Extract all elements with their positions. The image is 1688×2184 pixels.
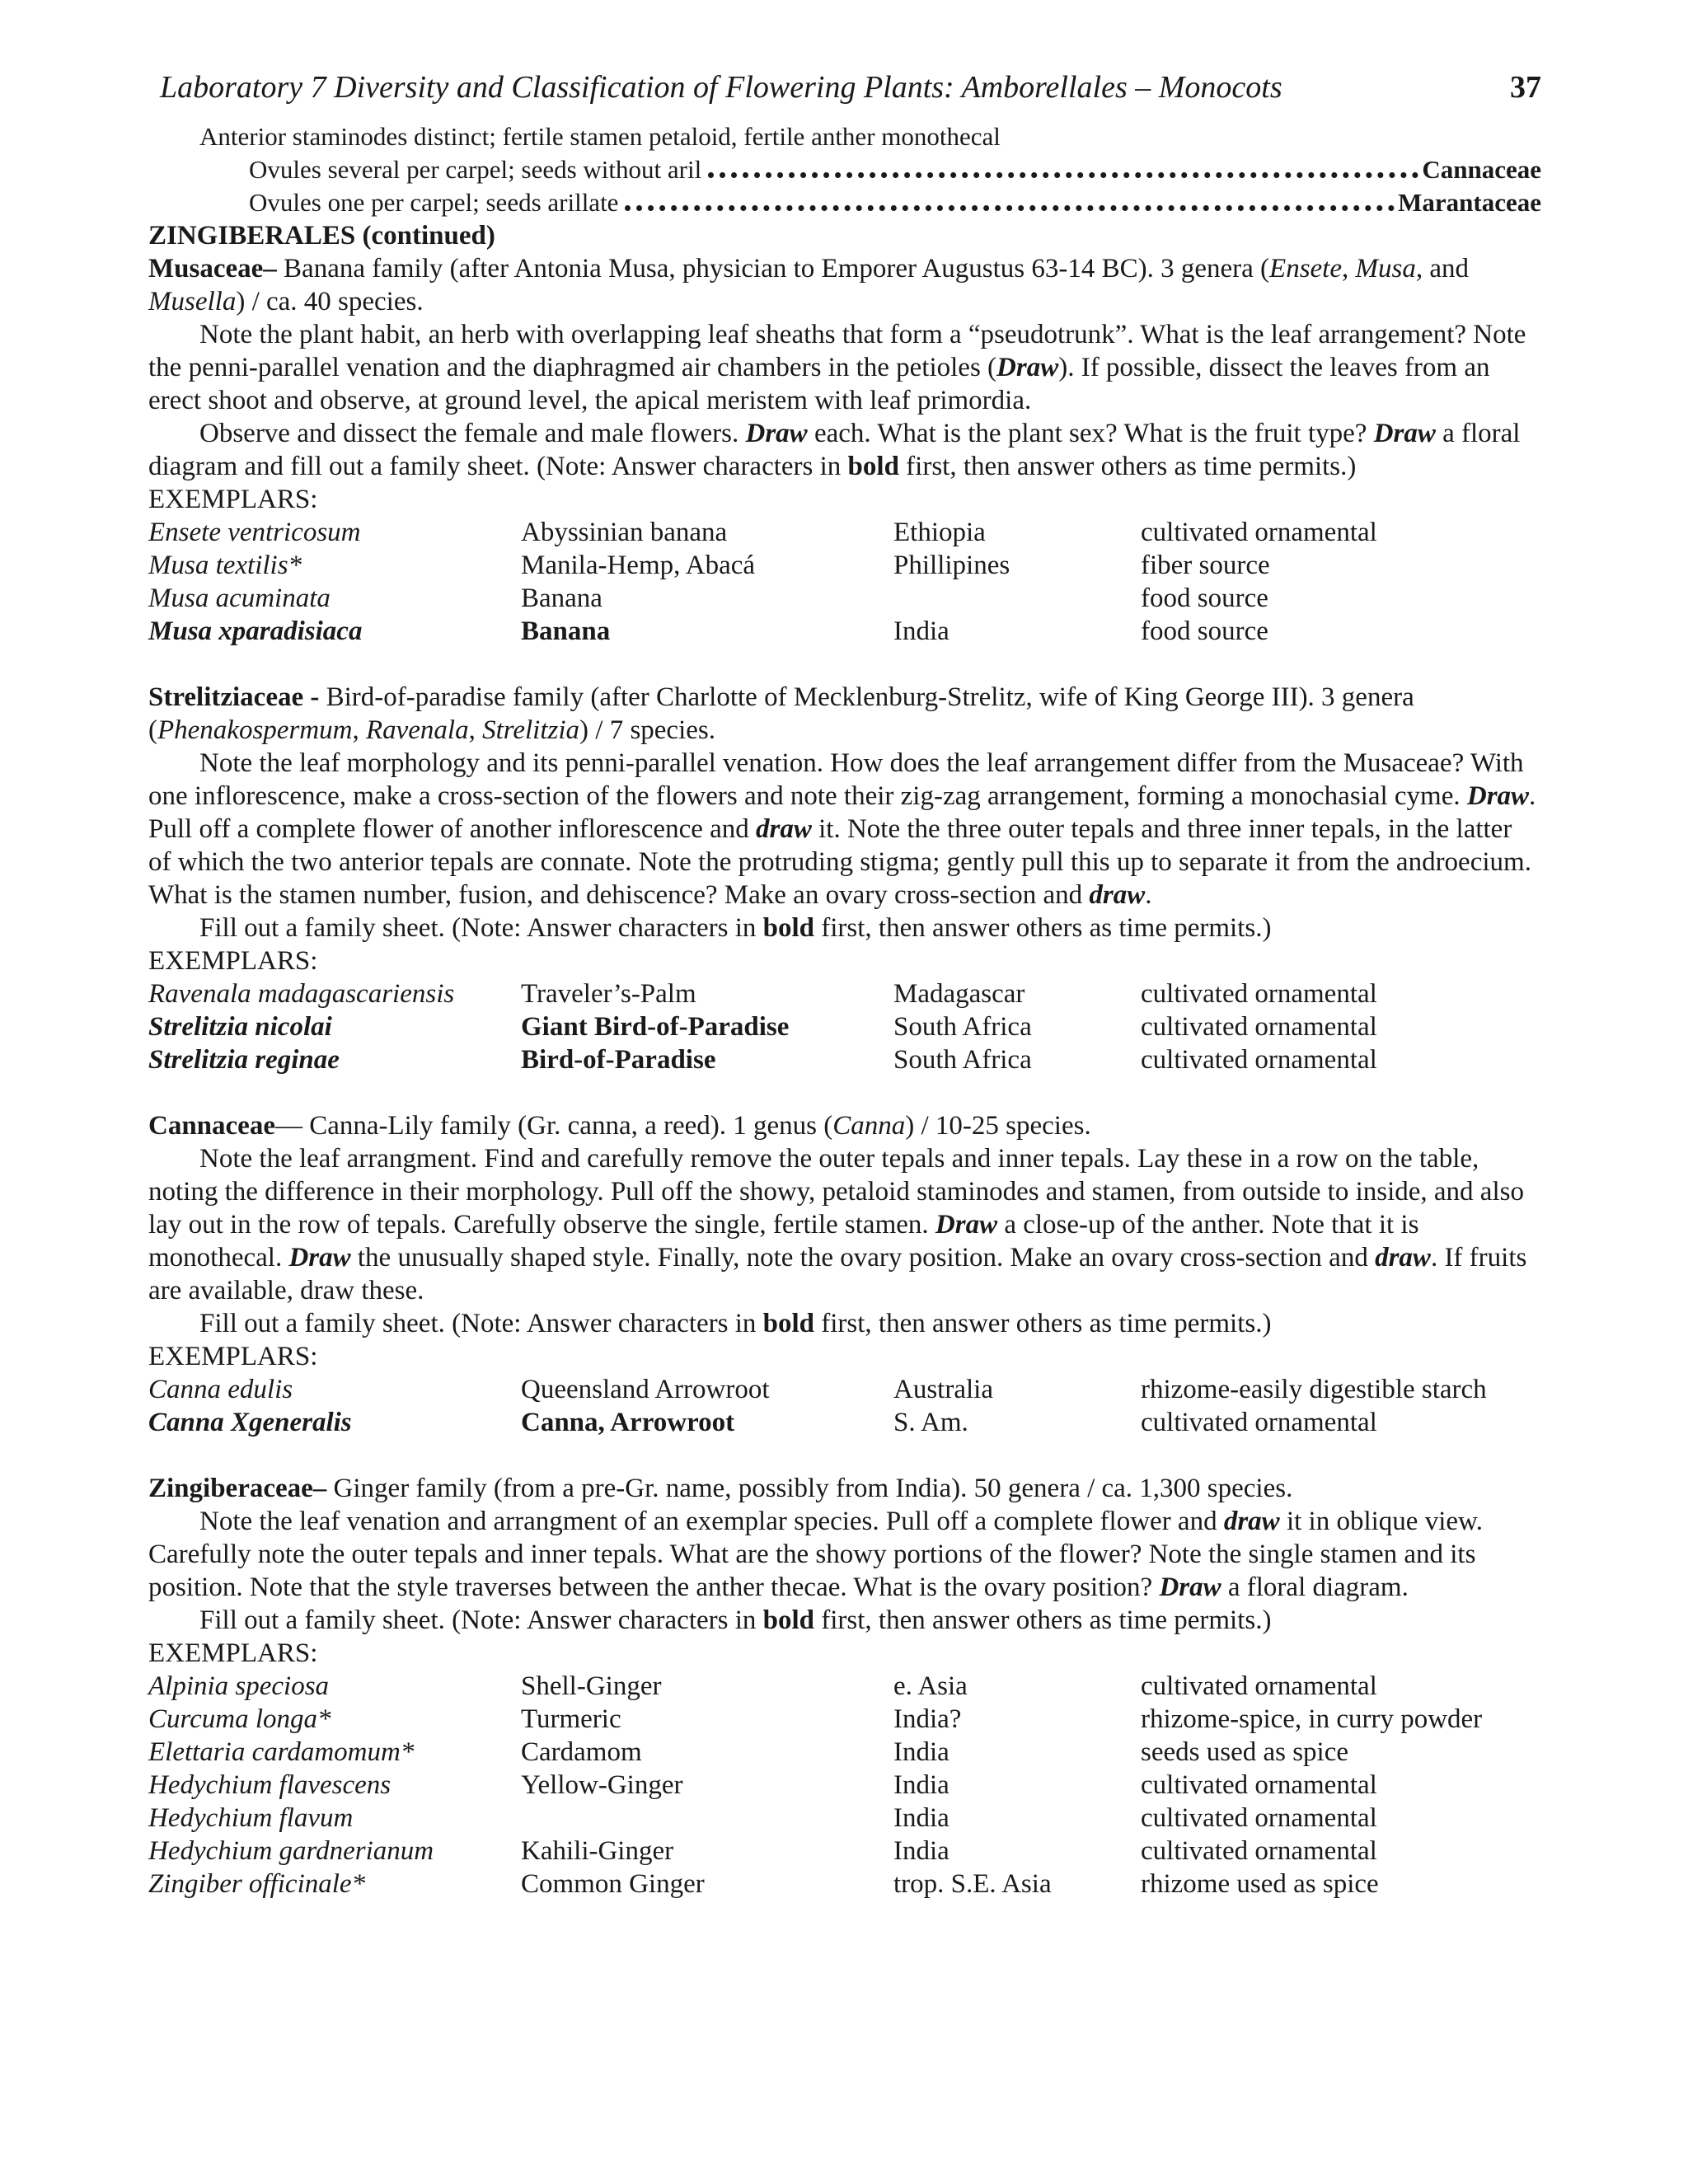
key-text: Anterior staminodes distinct; fertile stamen petaloid, fertile anther monothecal <box>199 122 1001 151</box>
text: a floral diagram. <box>1221 1572 1409 1602</box>
exemplars-label: EXEMPLARS: <box>148 1638 318 1668</box>
text: first, then answer others as time permits.) <box>814 1605 1272 1635</box>
exemplar-common-name: Common Ginger <box>521 1869 705 1899</box>
exemplar-origin: India? <box>893 1704 962 1734</box>
exemplar-common-name: Banana <box>521 583 603 613</box>
paragraph <box>148 747 1541 912</box>
exemplar-origin: India <box>893 1770 950 1800</box>
exemplar-origin: Madagascar <box>893 979 1025 1009</box>
identification-key <box>148 120 1541 219</box>
emphasis: Draw <box>935 1210 998 1240</box>
family-zingiberaceae <box>148 1472 1541 1900</box>
exemplar-use: cultivated ornamental <box>1141 1408 1377 1437</box>
exemplar-origin: India <box>893 616 950 646</box>
exemplars-label: EXEMPLARS: <box>148 946 318 976</box>
exemplar-common-name: Traveler’s-Palm <box>521 979 696 1009</box>
text: Fill out a family sheet. (Note: Answer characters in <box>199 1605 763 1635</box>
exemplar-use: rhizome used as spice <box>1141 1869 1379 1899</box>
exemplar-species-name: Canna edulis <box>148 1375 293 1404</box>
family-name: Zingiberaceae– <box>148 1474 327 1503</box>
exemplar-use: cultivated ornamental <box>1141 1012 1377 1042</box>
exemplars-table <box>148 1373 1541 1439</box>
exemplar-species-name: Ravenala madagascariensis <box>148 979 455 1009</box>
genus: Canna <box>832 1111 906 1141</box>
text: first, then answer others as time permits.) <box>898 452 1357 481</box>
exemplar-origin: trop. S.E. Asia <box>893 1869 1052 1899</box>
emphasis: Draw <box>1159 1572 1221 1602</box>
emphasis: Draw <box>288 1243 351 1272</box>
key-leader-dots <box>708 172 1418 178</box>
emphasis: Draw <box>1373 419 1436 448</box>
key-couplet-cannaceae <box>148 153 1541 186</box>
running-title: Laboratory 7 Diversity and Classification of Flowering Plants: Amborellales – Monocots <box>160 70 1282 105</box>
family-name: Strelitziaceae - <box>148 682 320 712</box>
text: Bird-of-paradise family (after Charlotte of Mecklenburg-Strelitz, wife of King George III). 3 genera ( <box>148 682 1414 745</box>
exemplar-common-name: Shell-Ginger <box>521 1671 662 1701</box>
text: ). If possible, dissect the leaves from an erect shoot and observe, at ground level, the apical meristem with leaf primordia. <box>148 353 1490 415</box>
exemplar-common-name: Banana <box>521 616 611 646</box>
emphasis: draw <box>756 814 812 844</box>
text: Fill out a family sheet. (Note: Answer characters in <box>199 913 763 943</box>
exemplar-species-name: Curcuma longa* <box>148 1704 331 1734</box>
exemplar-common-name: Abyssinian banana <box>521 518 728 547</box>
exemplars-label: EXEMPLARS: <box>148 485 318 514</box>
key-couplet-marantaceae <box>148 186 1541 219</box>
exemplar-use: cultivated ornamental <box>1141 1045 1377 1075</box>
exemplar-origin: South Africa <box>893 1045 1032 1075</box>
exemplar-common-name: Queensland Arrowroot <box>521 1375 770 1404</box>
emphasis: draw <box>1375 1243 1431 1272</box>
text: Note the leaf venation and arrangment of an exemplar species. Pull off a complete flower and <box>199 1507 1224 1536</box>
exemplars-table <box>148 516 1541 648</box>
exemplars-table <box>148 977 1541 1076</box>
exemplar-origin: e. Asia <box>893 1671 968 1701</box>
document-page <box>148 64 1541 1900</box>
exemplar-species-name: Strelitzia nicolai <box>148 1012 332 1042</box>
family-intro <box>148 681 1541 747</box>
exemplar-origin: Phillipines <box>893 551 1010 580</box>
genus: Ensete <box>1269 254 1342 284</box>
genus: Musa <box>1355 254 1416 284</box>
key-text: Ovules one per carpel; seeds arillate <box>249 188 619 217</box>
exemplar-common-name: Yellow-Ginger <box>521 1770 683 1800</box>
exemplar-origin: South Africa <box>893 1012 1032 1042</box>
text: ) / 7 species. <box>579 715 715 745</box>
emphasis: bold <box>762 913 815 943</box>
exemplar-use: rhizome-spice, in curry powder <box>1141 1704 1483 1734</box>
key-couplet-lead <box>148 120 1541 153</box>
text: , <box>1342 254 1356 284</box>
genus: Phenakospermum <box>157 715 353 745</box>
text: Note the leaf morphology and its penni-parallel venation. How does the leaf arrangement differ from the Musaceae? With one inflorescence, make a cross-section of the flowers and note their zig-zag arrangement, forming a monochasial cyme. <box>148 748 1524 811</box>
text: it. Note the three outer tepals and three inner tepals, in the latter of which the two anterior tepals are connate. Note the protruding stigma; gently pull this up to separate it from the androecium. What is the stamen number, fusion, and dehiscence? Make an ovary cross-section and <box>148 814 1531 910</box>
paragraph <box>148 1505 1541 1604</box>
exemplar-common-name: Turmeric <box>521 1704 621 1734</box>
family-name: Musaceae– <box>148 254 277 284</box>
exemplar-species-name: Zingiber officinale* <box>148 1869 366 1899</box>
key-result: Cannaceae <box>1422 155 1541 184</box>
family-musaceae <box>148 252 1541 648</box>
paragraph <box>148 1142 1541 1307</box>
genus: Ravenala <box>365 715 469 745</box>
exemplar-use: cultivated ornamental <box>1141 1803 1377 1833</box>
text: Note the plant habit, an herb with overlapping leaf sheaths that form a “pseudotrunk”. What is the leaf arrangement? Note the penni-parallel venation and the diaphragmed air chambers in the petioles ( <box>148 320 1526 382</box>
key-result: Marantaceae <box>1398 188 1541 217</box>
emphasis: Draw <box>996 353 1059 382</box>
emphasis: bold <box>762 1605 815 1635</box>
paragraph <box>148 417 1541 483</box>
exemplar-use: seeds used as spice <box>1141 1737 1349 1767</box>
exemplars-table <box>148 1670 1541 1900</box>
text: . Pull off a complete flower of another inflorescence and <box>148 781 1536 844</box>
exemplar-common-name: Giant Bird-of-Paradise <box>521 1012 790 1042</box>
key-text: Ovules several per carpel; seeds without aril <box>249 155 702 184</box>
paragraph <box>148 1604 1541 1637</box>
exemplar-species-name: Musa xparadisiaca <box>148 616 363 646</box>
family-strelitziaceae <box>148 681 1541 1076</box>
exemplar-species-name: Strelitzia reginae <box>148 1045 340 1075</box>
text: , and <box>1415 254 1469 284</box>
exemplars-label: EXEMPLARS: <box>148 1342 318 1371</box>
text: first, then answer others as time permits.) <box>814 913 1272 943</box>
key-leader-dots <box>625 205 1395 211</box>
exemplar-common-name: Bird-of-Paradise <box>521 1045 716 1075</box>
exemplar-common-name: Cardamom <box>521 1737 642 1767</box>
text: , <box>468 715 483 745</box>
text: each. What is the plant sex? What is the fruit type? <box>807 419 1374 448</box>
exemplar-use: rhizome-easily digestible starch <box>1141 1375 1487 1404</box>
exemplar-use: cultivated ornamental <box>1141 1671 1377 1701</box>
page-header <box>148 64 1541 110</box>
text: it in oblique view. Carefully note the outer tepals and inner tepals. What are the showy portions of the flower? Note the single stamen and its position. Note that the style traverses between the anther thecae. What is the ovary position? <box>148 1507 1483 1602</box>
emphasis: bold <box>847 452 899 481</box>
exemplar-use: fiber source <box>1141 551 1270 580</box>
exemplar-use: cultivated ornamental <box>1141 518 1377 547</box>
exemplar-origin: India <box>893 1803 950 1833</box>
text: Banana family (after Antonia Musa, physician to Emporer Augustus 63-14 BC). 3 genera ( <box>276 254 1270 284</box>
text: . <box>1145 880 1152 910</box>
emphasis: Draw <box>745 419 808 448</box>
exemplar-species-name: Alpinia speciosa <box>148 1671 330 1701</box>
family-cannaceae <box>148 1109 1541 1439</box>
text: , <box>352 715 366 745</box>
exemplar-species-name: Hedychium flavescens <box>148 1770 392 1800</box>
text: ) / 10-25 species. <box>905 1111 1091 1141</box>
paragraph <box>148 1307 1541 1340</box>
exemplar-species-name: Elettaria cardamomum* <box>148 1737 415 1767</box>
family-intro <box>148 1472 1541 1505</box>
text: Observe and dissect the female and male flowers. <box>199 419 746 448</box>
emphasis: Draw <box>1466 781 1530 811</box>
text: a close-up of the anther. Note that it is monothecal. <box>148 1210 1419 1272</box>
exemplar-species-name: Canna Xgeneralis <box>148 1408 352 1437</box>
genus: Musella <box>148 287 237 316</box>
text: first, then answer others as time permits.) <box>814 1309 1272 1338</box>
exemplar-common-name: Manila-Hemp, Abacá <box>521 551 756 580</box>
emphasis: bold <box>762 1309 815 1338</box>
order-heading: ZINGIBERALES (continued) <box>148 221 495 251</box>
exemplar-common-name: Kahili-Ginger <box>521 1836 674 1866</box>
exemplar-species-name: Hedychium flavum <box>148 1803 354 1833</box>
genus: Strelitzia <box>482 715 580 745</box>
text: . If fruits are available, draw these. <box>148 1243 1527 1305</box>
family-intro <box>148 252 1541 318</box>
exemplar-origin: India <box>893 1737 950 1767</box>
paragraph <box>148 912 1541 944</box>
family-intro <box>148 1109 1541 1142</box>
text: ) / ca. 40 species. <box>236 287 424 316</box>
exemplar-origin: Ethiopia <box>893 518 986 547</box>
exemplar-species-name: Hedychium gardnerianum <box>148 1836 434 1866</box>
exemplar-origin: India <box>893 1836 950 1866</box>
exemplar-origin: Australia <box>893 1375 993 1404</box>
text: Ginger family (from a pre-Gr. name, possibly from India). 50 genera / ca. 1,300 species. <box>326 1474 1293 1503</box>
exemplar-origin <box>893 582 1141 615</box>
text: Note the leaf arrangment. Find and carefully remove the outer tepals and inner tepals. Lay these in a row on the table, noting the difference in their morphology. Pull off the showy, petaloid staminodes and stamen, from outside to inside, and also lay out in the row of tepals. Carefully observe the single, fertile stamen. <box>148 1144 1524 1240</box>
exemplar-use: cultivated ornamental <box>1141 979 1377 1009</box>
exemplar-use: food source <box>1141 616 1268 646</box>
text: the unusually shaped style. Finally, note the ovary position. Make an ovary cross-section and <box>350 1243 1376 1272</box>
exemplar-origin: S. Am. <box>893 1408 968 1437</box>
page-number: 37 <box>1510 70 1541 105</box>
text: Fill out a family sheet. (Note: Answer characters in <box>199 1309 763 1338</box>
family-name: Cannaceae <box>148 1111 275 1141</box>
exemplar-use: cultivated ornamental <box>1141 1770 1377 1800</box>
exemplar-use: cultivated ornamental <box>1141 1836 1377 1866</box>
exemplar-use: food source <box>1141 583 1268 613</box>
exemplar-species-name: Ensete ventricosum <box>148 518 361 547</box>
paragraph <box>148 318 1541 417</box>
text: a floral diagram and fill out a family sheet. (Note: Answer characters in <box>148 419 1521 481</box>
emphasis: draw <box>1223 1507 1280 1536</box>
exemplar-common-name: Canna, Arrowroot <box>521 1408 735 1437</box>
exemplar-species-name: Musa textilis* <box>148 551 302 580</box>
text: — Canna-Lily family (Gr. canna, a reed). 1 genus ( <box>274 1111 833 1141</box>
emphasis: draw <box>1089 880 1146 910</box>
exemplar-species-name: Musa acuminata <box>148 583 331 613</box>
exemplar-common-name <box>521 1802 893 1835</box>
